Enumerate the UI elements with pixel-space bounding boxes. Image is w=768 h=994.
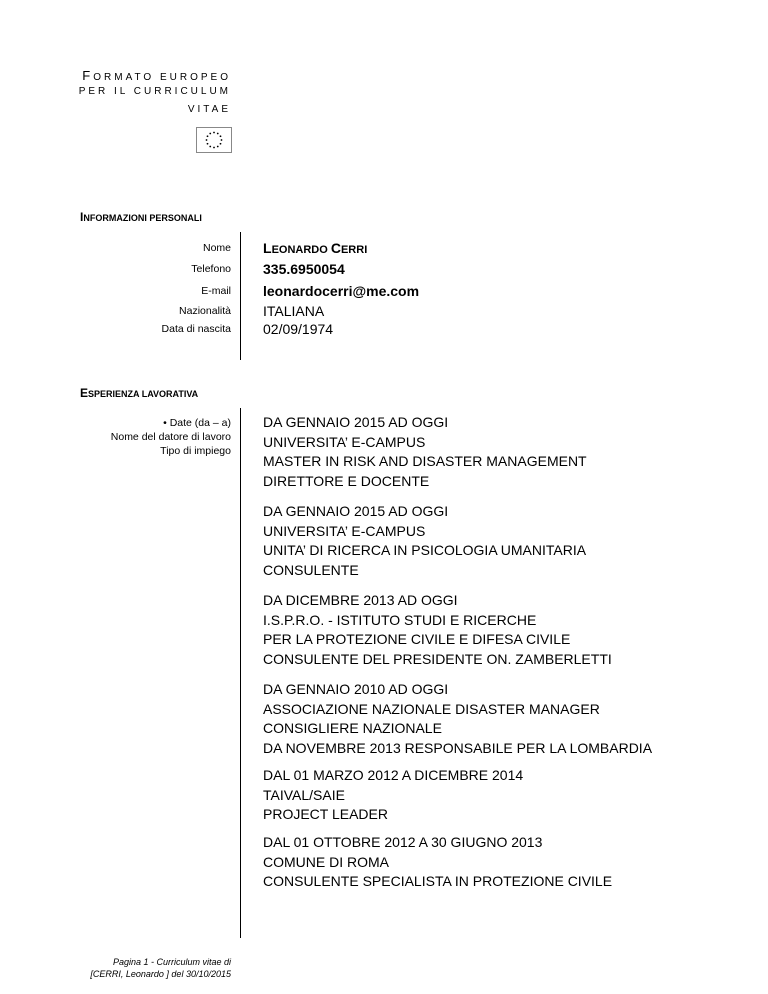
job-detail: MASTER IN RISK AND DISASTER MANAGEMENT bbox=[263, 453, 587, 469]
job-entry bbox=[263, 766, 523, 825]
section-initial: I bbox=[80, 210, 84, 224]
job-role: PROJECT LEADER bbox=[263, 806, 388, 822]
job-role: DIRETTORE E DOCENTE bbox=[263, 472, 430, 489]
job-dates: DAL 01 MARZO 2012 A DICEMBRE 2014 bbox=[263, 767, 524, 783]
job-entry bbox=[263, 591, 612, 669]
job-employer: ASSOCIAZIONE NAZIONALE DISASTER MANAGER bbox=[263, 700, 600, 717]
label-datore: Nome del datore di lavoro bbox=[110, 431, 231, 443]
label-date: • Date (da – a) bbox=[163, 417, 231, 429]
job-dates: DA GENNAIO 2015 AD OGGI bbox=[263, 414, 449, 430]
job-employer: UNIVERSITA’ E-CAMPUS bbox=[263, 522, 426, 539]
job-employer: UNIVERSITA’ E-CAMPUS bbox=[263, 433, 426, 450]
flag-star bbox=[220, 135, 222, 137]
flag-star bbox=[206, 139, 208, 141]
label-email: E-mail bbox=[201, 285, 231, 297]
flag-star bbox=[217, 133, 219, 135]
job-role: CONSULENTE SPECIALISTA IN PROTEZIONE CIVILE bbox=[263, 873, 613, 889]
flag-star bbox=[213, 147, 215, 149]
section-title-text: NFORMAZIONI PERSONALI bbox=[83, 213, 202, 223]
footer-line-2: [CERRI, Leonardo ] del 30/10/2015 bbox=[90, 969, 231, 979]
divider-line bbox=[240, 408, 241, 938]
surname-rest: ERRI bbox=[340, 244, 368, 256]
job-employer: TAIVAL/SAIE bbox=[263, 786, 345, 803]
flag-star bbox=[220, 143, 222, 145]
job-entry bbox=[263, 413, 587, 491]
flag-star bbox=[217, 146, 219, 148]
value-telefono: 335.6950054 bbox=[263, 261, 345, 277]
section-title-text: SPERIENZA LAVORATIVA bbox=[88, 389, 199, 399]
job-entry bbox=[263, 680, 652, 758]
value-email: leonardocerri@me.com bbox=[263, 283, 420, 299]
flag-star bbox=[209, 146, 211, 148]
header-initial: F bbox=[82, 68, 94, 83]
job-role: CONSULENTE bbox=[263, 561, 359, 578]
header-line-1-text: ORMATO EUROPEO bbox=[93, 72, 231, 83]
header-line-3: VITAE bbox=[187, 104, 231, 115]
footer-line-1: Pagina 1 - Curriculum vitae di bbox=[112, 957, 231, 967]
job-dates: DAL 01 OTTOBRE 2012 A 30 GIUGNO 2013 bbox=[263, 834, 543, 850]
section-initial: E bbox=[80, 386, 89, 400]
job-employer: I.S.P.R.O. - ISTITUTO STUDI E RICERCHE bbox=[263, 611, 537, 628]
label-tipo-impiego: Tipo di impiego bbox=[160, 445, 231, 457]
page-footer bbox=[90, 956, 231, 980]
label-nazionalita: Nazionalità bbox=[179, 305, 231, 317]
header-line-2: PER IL CURRICULUM bbox=[78, 86, 231, 97]
section-title-personal bbox=[80, 210, 202, 224]
name-rest: EONARDO bbox=[271, 244, 331, 256]
eu-flag-icon bbox=[196, 127, 232, 153]
job-detail: PER LA PROTEZIONE CIVILE E DIFESA CIVILE bbox=[263, 631, 571, 647]
name-initial: L bbox=[263, 240, 272, 256]
flag-star bbox=[207, 135, 209, 137]
job-employer: COMUNE DI ROMA bbox=[263, 853, 389, 870]
job-role: CONSULENTE DEL PRESIDENTE ON. ZAMBERLETTI bbox=[263, 650, 612, 667]
label-data-nascita: Data di nascita bbox=[161, 323, 231, 335]
flag-star bbox=[207, 143, 209, 145]
job-detail: UNITA’ DI RICERCA IN PSICOLOGIA UMANITARIA bbox=[263, 542, 587, 558]
job-dates: DA DICEMBRE 2013 AD OGGI bbox=[263, 592, 458, 608]
job-detail: CONSIGLIERE NAZIONALE bbox=[263, 720, 442, 736]
job-dates: DA GENNAIO 2010 AD OGGI bbox=[263, 681, 449, 697]
flag-star bbox=[221, 139, 223, 141]
header-line-1 bbox=[82, 68, 231, 83]
label-telefono: Telefono bbox=[191, 263, 231, 275]
flag-star bbox=[213, 132, 215, 134]
divider-line bbox=[240, 232, 241, 360]
flag-star bbox=[209, 133, 211, 135]
section-title-work bbox=[80, 386, 198, 400]
job-dates: DA GENNAIO 2015 AD OGGI bbox=[263, 503, 449, 519]
value-data-nascita: 02/09/1974 bbox=[263, 321, 334, 337]
job-entry bbox=[263, 833, 612, 892]
value-nazionalita: ITALIANA bbox=[263, 303, 325, 319]
label-nome: Nome bbox=[202, 242, 231, 254]
value-nome bbox=[263, 239, 367, 259]
job-role: DA NOVEMBRE 2013 RESPONSABILE PER LA LOMBARDIA bbox=[263, 739, 653, 756]
job-entry bbox=[263, 502, 586, 580]
surname-initial: C bbox=[330, 240, 341, 256]
